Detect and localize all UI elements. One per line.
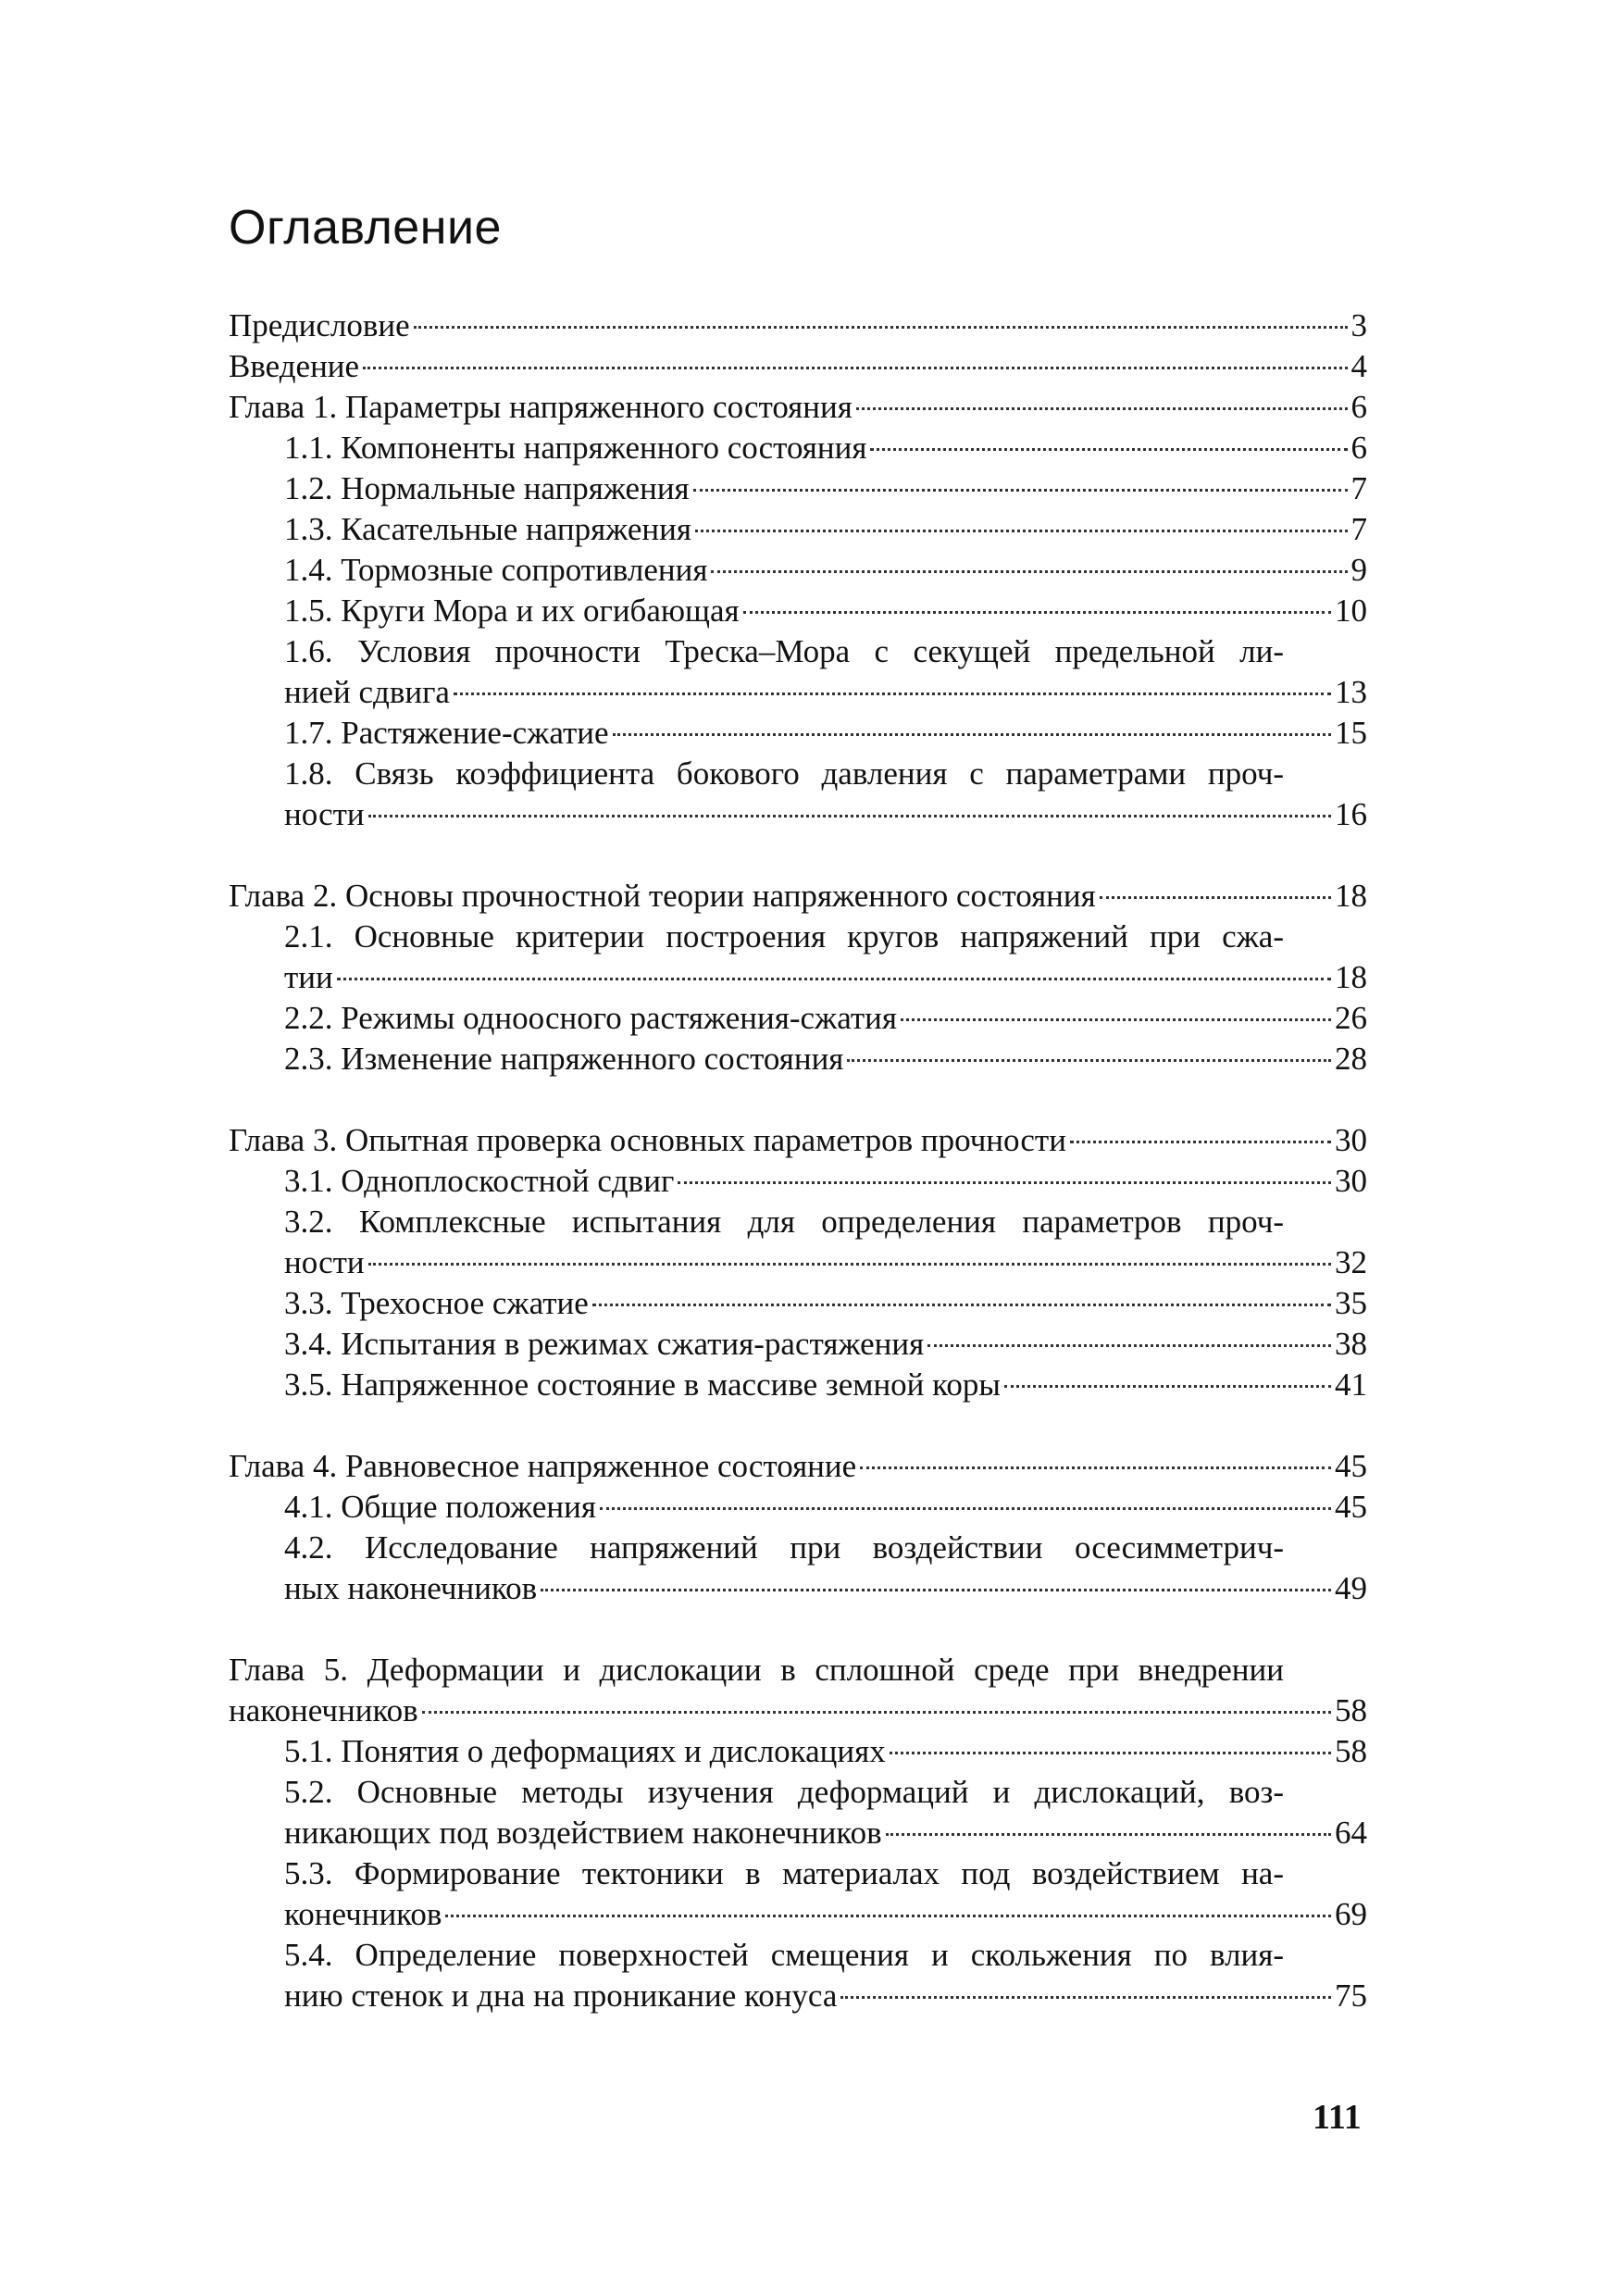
dot-leader xyxy=(860,1466,1331,1469)
toc-entry-page: 75 xyxy=(1335,1978,1367,2014)
dot-leader xyxy=(678,1181,1331,1184)
toc-chapter-5 xyxy=(229,1691,1367,1731)
toc-entry-label: Предисловие xyxy=(229,307,410,343)
toc-section-2-3 xyxy=(229,1039,1367,1079)
toc-entry-page: 9 xyxy=(1350,552,1367,588)
toc-entry-label: 3.5. Напряженное состояние в массиве земной коры xyxy=(284,1366,1001,1403)
dot-leader xyxy=(541,1589,1331,1591)
toc-entry-label: 2.3. Изменение напряженного состояния xyxy=(284,1041,844,1077)
toc-entry-label: Глава 1. Параметры напряженного состояния xyxy=(229,389,853,425)
dot-leader xyxy=(337,978,1331,980)
toc-section-3-2 xyxy=(229,1242,1367,1283)
toc-entry-label: 2.2. Режимы одноосного растяжения-сжатия xyxy=(284,1000,897,1036)
toc-entry-page: 58 xyxy=(1335,1733,1367,1769)
dot-leader xyxy=(592,1304,1331,1306)
toc-section-5-4-line1: 5.4. Определение поверхностей смещения и скольжения по влия- xyxy=(284,1937,1284,1973)
page-number: 111 xyxy=(1313,2098,1362,2137)
toc-entry-page: 35 xyxy=(1335,1285,1367,1321)
toc-entry-page: 38 xyxy=(1335,1326,1367,1362)
toc-section-3-3 xyxy=(229,1283,1367,1324)
toc-entry-label: 3.4. Испытания в режимах сжатия-растяжения xyxy=(284,1326,925,1362)
toc-entry-page: 64 xyxy=(1335,1815,1367,1851)
dot-leader xyxy=(711,570,1347,573)
dot-leader xyxy=(454,693,1331,695)
toc-section-1-8-line1: 1.8. Связь коэффициента бокового давления с параметрами проч- xyxy=(284,755,1284,792)
dot-leader xyxy=(445,1915,1331,1917)
toc-entry-page: 15 xyxy=(1335,715,1367,751)
dot-leader xyxy=(886,1833,1331,1836)
toc-entry-label: тии xyxy=(284,959,333,995)
toc-entry-label: Глава 2. Основы прочностной теории напряженного состояния xyxy=(229,878,1096,914)
dot-leader xyxy=(600,1507,1331,1510)
toc-entry-page: 7 xyxy=(1350,511,1367,547)
toc-entry-label: 1.5. Круги Мора и их огибающая xyxy=(284,593,740,629)
dot-leader xyxy=(927,1344,1331,1347)
toc-entry-page: 10 xyxy=(1335,593,1367,629)
toc-entry-page: 3 xyxy=(1350,307,1367,343)
toc-section-1-3 xyxy=(229,509,1367,550)
dot-leader xyxy=(414,326,1348,329)
dot-leader xyxy=(840,1996,1331,1999)
toc-section-5-3 xyxy=(229,1894,1367,1935)
toc-entry-label: ных наконечников xyxy=(284,1570,538,1606)
toc-section-1-6 xyxy=(229,672,1367,713)
toc-entry-label: ности xyxy=(284,1244,365,1280)
toc-entry-label: 5.1. Понятия о деформациях и дислокациях xyxy=(284,1733,886,1769)
toc-entry-page: 30 xyxy=(1335,1122,1367,1158)
dot-leader xyxy=(363,367,1347,369)
toc-entry-label: 3.3. Трехосное сжатие xyxy=(284,1285,589,1321)
toc-entry-page: 41 xyxy=(1335,1366,1367,1403)
toc-entry-page: 16 xyxy=(1335,796,1367,832)
toc-entry-page: 13 xyxy=(1335,674,1367,710)
toc-entry-page: 69 xyxy=(1335,1896,1367,1932)
toc-section-3-1 xyxy=(229,1161,1367,1202)
toc-entry-page: 49 xyxy=(1335,1570,1367,1606)
toc-section-4-2 xyxy=(229,1568,1367,1609)
toc-chapter-4 xyxy=(229,1446,1367,1487)
toc-entry-label: 1.4. Тормозные сопротивления xyxy=(284,552,708,588)
toc-entry-page: 28 xyxy=(1335,1041,1367,1077)
toc-section-1-1 xyxy=(229,428,1367,468)
toc-entry-label: Глава 3. Опытная проверка основных параметров прочности xyxy=(229,1122,1066,1158)
toc-section-4-2-line1: 4.2. Исследование напряжений при воздействии осесимметрич- xyxy=(284,1529,1284,1566)
toc-entry-page: 6 xyxy=(1350,389,1367,425)
toc-entry-label: 1.1. Компоненты напряженного состояния xyxy=(284,430,867,466)
toc-section-1-4 xyxy=(229,550,1367,591)
toc-section-5-1 xyxy=(229,1731,1367,1772)
toc-entry-label: 1.3. Касательные напряжения xyxy=(284,511,691,547)
dot-leader xyxy=(368,815,1331,817)
toc-section-2-1-line1: 2.1. Основные критерии построения кругов напряжений при сжа- xyxy=(284,918,1284,955)
toc-entry-page: 18 xyxy=(1335,878,1367,914)
dot-leader xyxy=(613,733,1331,736)
toc-entry-intro xyxy=(229,346,1367,387)
dot-leader xyxy=(695,530,1348,532)
dot-leader xyxy=(1100,896,1331,899)
toc-entry-label: Глава 4. Равновесное напряженное состояние xyxy=(229,1448,857,1484)
spacer xyxy=(229,1079,1367,1120)
toc-section-5-2 xyxy=(229,1813,1367,1853)
toc-entry-page: 32 xyxy=(1335,1244,1367,1280)
toc-entry-preface xyxy=(229,306,1367,346)
toc-entry-label: ности xyxy=(284,796,365,832)
spacer xyxy=(229,1405,1367,1446)
toc-chapter-1 xyxy=(229,387,1367,428)
toc-entry-page: 58 xyxy=(1335,1692,1367,1728)
toc-section-5-2-line1: 5.2. Основные методы изучения деформаций и дислокаций, воз- xyxy=(284,1774,1284,1810)
toc-section-5-3-line1: 5.3. Формирование тектоники в материалах под воздействием на- xyxy=(284,1855,1284,1891)
toc-entry-label: никающих под воздействием наконечников xyxy=(284,1815,882,1851)
toc-chapter-2 xyxy=(229,876,1367,917)
dot-leader xyxy=(1070,1141,1331,1143)
toc-section-3-2-line1: 3.2. Комплексные испытания для определения параметров проч- xyxy=(284,1204,1284,1240)
dot-leader xyxy=(847,1059,1331,1062)
toc-chapter-3 xyxy=(229,1120,1367,1161)
toc-section-1-7 xyxy=(229,713,1367,754)
toc-entry-page: 45 xyxy=(1335,1448,1367,1484)
toc-entry-page: 4 xyxy=(1350,348,1367,384)
toc-chapter-5-line1: Глава 5. Деформации и дислокации в сплошной среде при внедрении xyxy=(229,1652,1284,1688)
toc-section-1-8 xyxy=(229,794,1367,835)
toc-entry-label: 3.1. Одноплоскостной сдвиг xyxy=(284,1163,675,1199)
toc-entry-label: конечников xyxy=(284,1896,442,1932)
dot-leader xyxy=(368,1263,1331,1266)
dot-leader xyxy=(693,489,1348,492)
toc-section-3-5 xyxy=(229,1365,1367,1405)
toc-entry-page: 26 xyxy=(1335,1000,1367,1036)
toc-section-4-1 xyxy=(229,1487,1367,1528)
toc-section-2-2 xyxy=(229,998,1367,1039)
toc-section-1-5 xyxy=(229,591,1367,631)
dot-leader xyxy=(890,1752,1331,1754)
toc-entry-label: 4.1. Общие положения xyxy=(284,1489,596,1525)
toc-entry-label: Введение xyxy=(229,348,360,384)
toc-entry-page: 18 xyxy=(1335,959,1367,995)
toc-entry-label: 1.2. Нормальные напряжения xyxy=(284,470,690,506)
dot-leader xyxy=(901,1018,1331,1021)
spacer xyxy=(229,835,1367,876)
toc-section-1-2 xyxy=(229,468,1367,509)
spacer xyxy=(229,1609,1367,1650)
toc-entry-label: 1.7. Растяжение-сжатие xyxy=(284,715,609,751)
table-of-contents xyxy=(229,306,1367,2016)
toc-section-1-6-line1: 1.6. Условия прочности Треска–Мора с секущей предельной ли- xyxy=(284,633,1284,669)
toc-entry-page: 45 xyxy=(1335,1489,1367,1525)
dot-leader xyxy=(422,1711,1331,1714)
toc-entry-label: нией сдвига xyxy=(284,674,450,710)
dot-leader xyxy=(870,448,1347,451)
toc-section-5-4 xyxy=(229,1976,1367,2016)
toc-section-3-4 xyxy=(229,1324,1367,1365)
toc-section-2-1 xyxy=(229,957,1367,998)
toc-entry-page: 6 xyxy=(1350,430,1367,466)
dot-leader xyxy=(856,407,1348,410)
toc-entry-page: 7 xyxy=(1350,470,1367,506)
toc-entry-label: нию стенок и дна на проникание конуса xyxy=(284,1978,838,2014)
dot-leader xyxy=(743,611,1331,614)
dot-leader xyxy=(1004,1385,1331,1388)
page-title: Оглавление xyxy=(229,201,502,255)
toc-entry-page: 30 xyxy=(1335,1163,1367,1199)
toc-entry-label: наконечников xyxy=(229,1692,418,1728)
